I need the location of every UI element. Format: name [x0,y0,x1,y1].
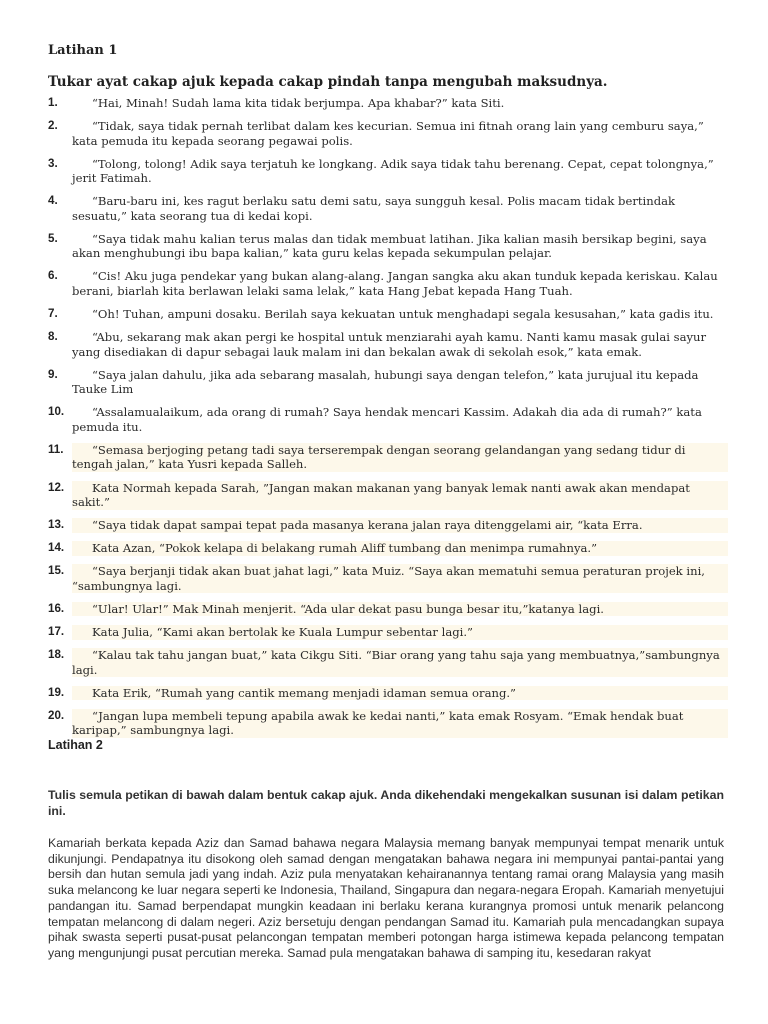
list-item [48,541,728,556]
latihan2-instruction: Tulis semula petikan di bawah dalam bentuk cakap ajuk. Anda dikehendaki mengekalkan susunan isi dalam petikan ini. [48,788,724,818]
item-number: 13. [48,518,65,532]
list-item [48,119,728,148]
item-text: “Abu, sekarang mak akan pergi ke hospital untuk menziarahi ayah kamu. Nanti kamu masak gulai sayur yang disediakan di dapur sebagai lauk malam ini dan bekalan awak di sekolah esok,” kata emak. [72,330,707,359]
item-text: Kata Azan, “Pokok kelapa di belakang rumah Aliff tumbang dan menimpa rumahnya.” [72,541,728,556]
item-number: 16. [48,601,65,615]
list-item [48,564,728,593]
item-text: Kata Normah kepada Sarah, ”Jangan makan makanan yang banyak lemak nanti awak akan mendapat sakit.” [72,481,728,510]
item-text: “Hai, Minah! Sudah lama kita tidak berjumpa. Apa khabar?” kata Siti. [92,96,505,110]
item-number: 6. [48,269,58,283]
list-item [48,709,728,738]
item-number: 7. [48,307,58,321]
item-text: “Oh! Tuhan, ampuni dosaku. Berilah saya kekuatan untuk menghadapi segala kesusahan,” kata gadis itu. [92,307,714,322]
item-text: “Saya tidak dapat sampai tepat pada masanya kerana jalan raya ditenggelami air, “kata Erra. [72,518,728,533]
list-item [48,157,728,186]
list-item [48,443,728,472]
list-item [48,518,728,533]
list-item [48,232,728,261]
item-text: “Semasa berjoging petang tadi saya terserempak dengan seorang gelandangan yang sedang tidur di tengah jalan,” kata Yusri kepada Salleh. [72,443,728,472]
item-number: 17. [48,625,65,638]
item-number: 2. [48,119,58,133]
item-text: “Saya jalan dahulu, jika ada sebarang masalah, hubungi saya dengan telefon,” kata jurujual itu kepada Tauke Lim [72,367,699,397]
item-number: 3. [48,156,58,170]
item-number: 5. [48,231,58,245]
list-item [48,625,728,640]
item-number: 10. [48,405,65,419]
list-item [48,368,728,397]
list-item [48,405,728,434]
list-item [48,194,728,223]
latihan1-instruction: Tukar ayat cakap ajuk kepada cakap pindah tanpa mengubah maksudnya. [48,74,608,90]
latihan1-title: Latihan 1 [48,43,118,58]
item-number: 18. [48,648,65,662]
list-item [48,602,728,617]
list-item [48,481,728,510]
list-item [48,686,728,701]
item-text: “Jangan lupa membeli tepung apabila awak ke kedai nanti,” kata emak Rosyam. “Emak hendak buat karipap,” sambungnya lagi. [72,709,728,738]
item-text: “Baru-baru ini, kes ragut berlaku satu demi satu, saya sungguh kesal. Polis macam tidak bertindak sesuatu,” kata seorang tua di kedai kopi. [72,194,676,223]
item-number: 12. [48,480,65,494]
item-number: 4. [48,194,58,208]
exercise-list [48,96,728,746]
item-text: “Saya tidak mahu kalian terus malas dan tidak membuat latihan. Jika kalian masih bersikap begini, saya akan menghubungi ibu bapa kalian,” kata guru kelas kepada sekumpulan pelajar. [72,231,707,261]
item-number: 15. [48,564,65,578]
item-number: 14. [48,541,65,555]
item-number: 11. [48,442,64,456]
list-item [48,307,728,322]
latihan2-title: Latihan 2 [48,738,103,752]
item-number: 20. [48,708,65,722]
list-item [48,269,728,298]
item-text: “Tidak, saya tidak pernah terlibat dalam kes kecurian. Semua ini fitnah orang lain yang cemburu saya,” kata pemuda itu kepada seorang pegawai polis. [72,119,704,148]
item-text: Kata Erik, “Rumah yang cantik memang menjadi idaman semua orang.” [72,686,728,701]
item-text: “Assalamualaikum, ada orang di rumah? Saya hendak mencari Kassim. Adakah dia ada di rumah?” kata pemuda itu. [72,405,702,434]
item-number: 9. [48,367,58,381]
item-number: 8. [48,330,58,344]
item-text: “Ular! Ular!” Mak Minah menjerit. “Ada ular dekat pasu bunga besar itu,”katanya lagi. [72,602,728,617]
list-item [48,96,728,111]
item-number: 19. [48,685,65,699]
item-text: Kata Julia, “Kami akan bertolak ke Kuala Lumpur sebentar lagi.” [72,625,728,640]
item-text: “Kalau tak tahu jangan buat,” kata Cikgu Siti. “Biar orang yang tahu saja yang membuatnya,”sambungnya lagi. [72,648,728,677]
list-item [48,648,728,677]
list-item [48,330,728,359]
item-text: “Saya berjanji tidak akan buat jahat lagi,” kata Muiz. “Saya akan mematuhi semua peraturan projek ini, “sambungnya lagi. [72,564,728,593]
item-text: “Tolong, tolong! Adik saya terjatuh ke longkang. Adik saya tidak tahu berenang. Cepat, cepat tolongnya,” jerit Fatimah. [72,156,714,186]
item-number: 1. [48,96,58,109]
latihan2-passage: Kamariah berkata kepada Aziz dan Samad bahawa negara Malaysia memang banyak mempunyai tempat menarik untuk dikunjungi. Pendapatnya itu disokong oleh samad dengan mengatakan bahawa negara ini mempunyai pantai-pantai yang bersih dan hutan semula jadi yang indah. Aziz pula menyatakan kehairanannya tentang ramai orang Malaysia yang masih suka melancong ke luar negara seperti ke Indonesia, Thailand, Singapura dan negara-negara Eropah. Kamariah menyetujui pandangan itu. Samad berpendapat mungkin keadaan ini berlaku kerana kurangnya promosi untuk menarik pelancong tempatan melancong di dalam negeri. Aziz bersetuju dengan pendangan Samad itu. Kamariah pula mencadangkan supaya pihak swasta seperti pusat-pusat pelancongan tempatan memberi potongan harga istimewa kepada pelancong tempatan yang mengunjungi pusat percutian mereka. Samad pula mengatakan bahawa di samping itu, kesedaran rakyat [48,836,724,960]
item-text: “Cis! Aku juga pendekar yang bukan alang-alang. Jangan sangka aku akan tunduk kepada keriskau. Kalau berani, biarlah kita berlawan lelaki sama lelak,” kata Hang Jebat kepada Hang Tuah. [72,269,718,298]
